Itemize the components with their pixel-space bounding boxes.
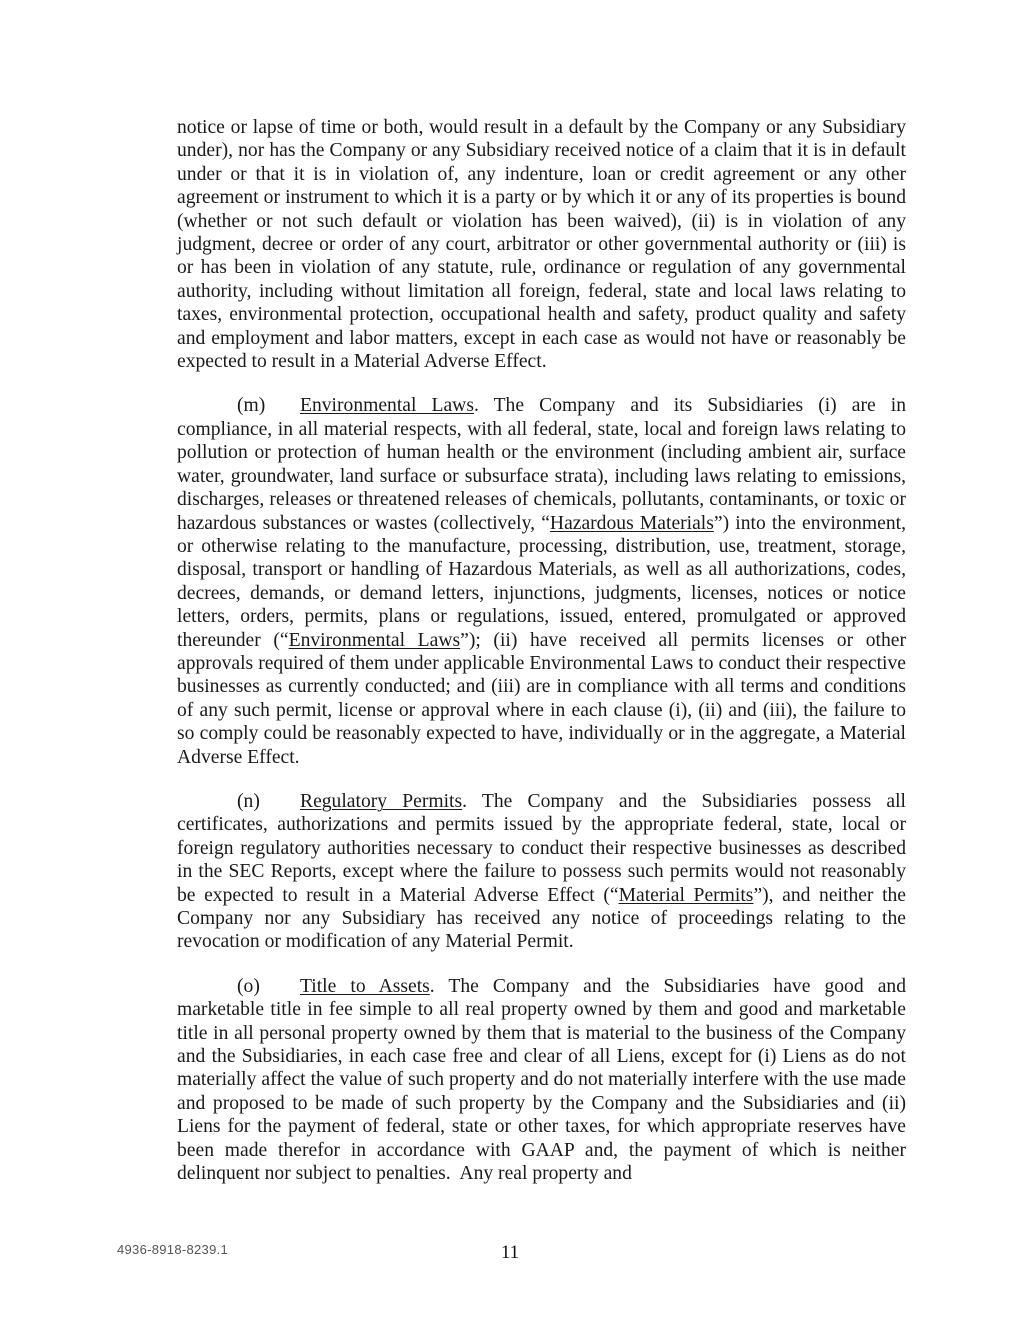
page-number: 11	[500, 1242, 520, 1263]
paragraph-m	[177, 394, 906, 769]
text-run: . The Company and the Subsidiaries possess all certificates, authorizations and permits issued by the appropriate federal, state, local or foreign regulatory authorities necessary to conduct their respective businesses as described in the SEC Reports, except where the failure to possess such permits would not reasonably be expected to result in a Material Adverse Effect (“	[177, 790, 906, 906]
text-run: ”), and neither the Company nor any Subsidiary has received any notice of proceedings relating to the revocation or modification of any Material Permit.	[177, 884, 907, 953]
underlined-term: Regulatory Permits	[300, 790, 463, 812]
text-run: ”); (ii) have received all permits licenses or other approvals required of them under applicable Environmental Laws to conduct their respective businesses as currently conducted; and (iii) are in compliance with all terms and conditions of any such permit, license or approval where in each clause (i), (ii) and (iii), the failure to so comply could be reasonably expected to have, individually or in the aggregate, a Material Adverse Effect.	[177, 629, 906, 768]
paragraph-o	[177, 975, 906, 1186]
paragraph-label: (m)	[237, 395, 266, 417]
underlined-term: Hazardous Materials	[549, 512, 714, 534]
text-run: notice or lapse of time or both, would result in a default by the Company or any Subsidiary under), nor has the Company or any Subsidiary received notice of a claim that it is in default under or that it is in violation of, any indenture, loan or credit agreement or any other agreement or instrument to which it is a party or by which it or any of its properties is bound (whether or not such default or violation has been waived), (ii) is in violation of any judgment, decree or order of any court, arbitrator or other governmental authority or (iii) is or has been in violation of any statute, rule, ordinance or regulation of any governmental authority, including without limitation all foreign, federal, state and local laws relating to taxes, environmental protection, occupational health and safety, product quality and safety and employment and labor matters, except in each case as would not have or reasonably be expected to result in a Material Adverse Effect.	[177, 117, 906, 373]
underlined-term: Material Permits	[618, 884, 754, 906]
underlined-term: Environmental Laws	[300, 395, 474, 417]
text-run: . The Company and the Subsidiaries have good and marketable title in fee simple to all real property owned by them and good and marketable title in all personal property owned by them that is material to the business of the Company and the Subsidiaries, in each case free and clear of all Liens, except for (i) Liens as do not materially affect the value of such property and do not materially interfere with the use made and proposed to be made of such property by the Company and the Subsidiaries and (ii) Liens for the payment of federal, state or other taxes, for which appropriate reserves have been made therefor in accordance with GAAP and, the payment of which is neither delinquent nor subject to penalties. Any real property and	[177, 975, 906, 1185]
paragraph-continuation	[177, 116, 906, 373]
paragraph-n	[177, 790, 906, 954]
document-body	[177, 116, 906, 1185]
paragraph-label: (o)	[237, 975, 260, 997]
text-run: ”) into the environment, or otherwise relating to the manufacture, processing, distribution, use, treatment, storage, disposal, transport or handling of Hazardous Materials, as well as all authorizations, codes, decrees, demands, or demand letters, injunctions, judgments, licenses, notices or notice letters, orders, permits, plans or regulations, issued, entered, promulgated or approved thereunder (“	[177, 512, 906, 651]
text-run: . The Company and its Subsidiaries (i) are in compliance, in all material respects, with all federal, state, local and foreign laws relating to pollution or protection of human health or the environment (including ambient air, surface water, groundwater, land surface or subsurface strata), including laws relating to emissions, discharges, releases or threatened releases of chemicals, pollutants, contaminants, or toxic or hazardous substances or wastes (collectively, “	[177, 395, 906, 534]
underlined-term: Environmental Laws	[288, 629, 461, 651]
footer-document-id: 4936-8918-8239.1	[117, 1242, 229, 1257]
underlined-term: Title to Assets	[300, 975, 430, 997]
paragraph-label: (n)	[237, 790, 260, 812]
